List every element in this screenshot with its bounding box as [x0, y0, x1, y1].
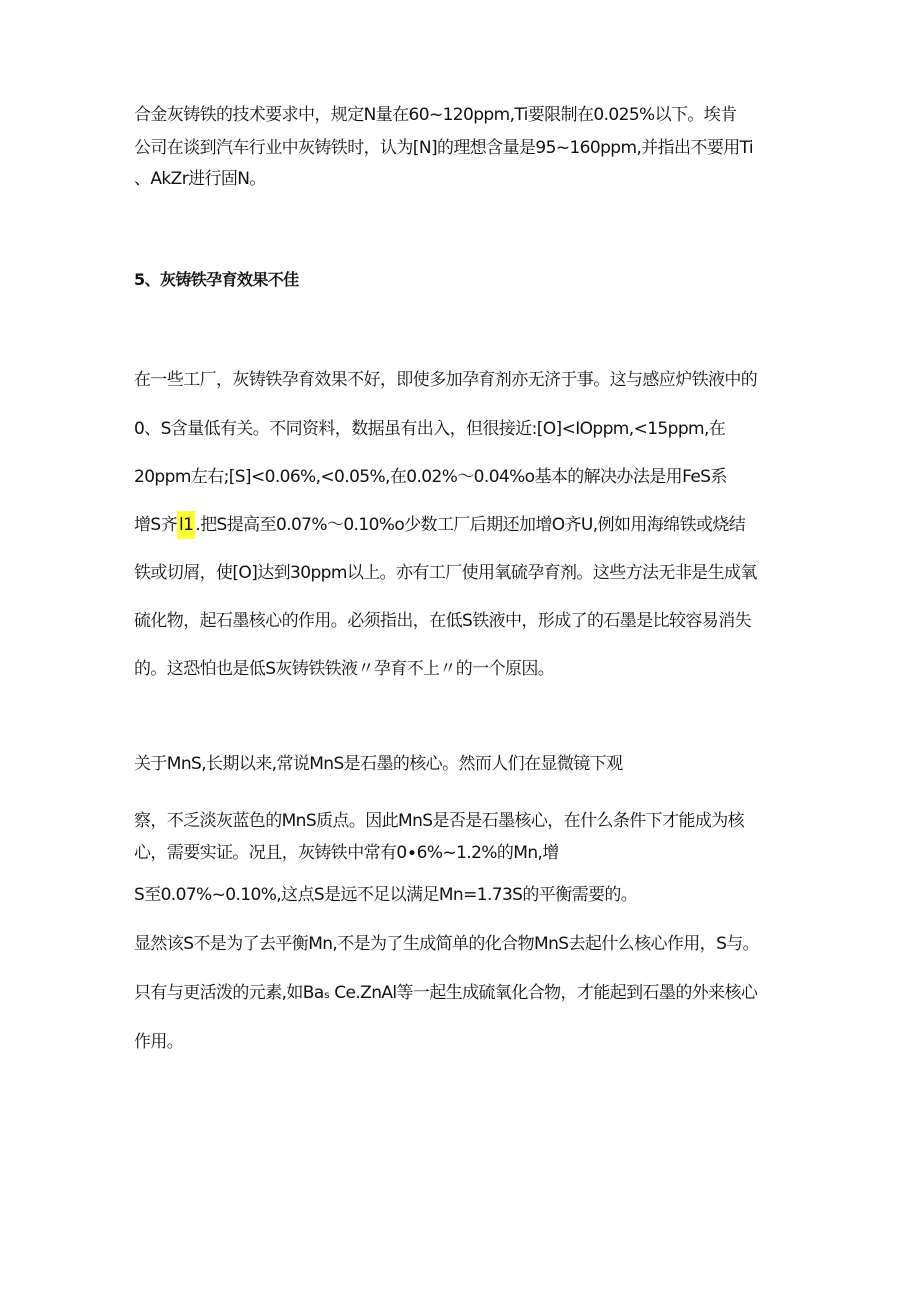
text-line: 在一些工厂，灰铸铁孕育效果不好，即使多加孕育剂亦无济于事。这与感应炉铁液中的	[134, 370, 758, 390]
text-line: S至0.07%~0.10%,这点S是远不足以满足Mn=1.73S的平衡需要的。	[134, 885, 638, 905]
text-line: 关于MnS,长期以来,常说MnS是石墨的核心。然而人们在显微镜下观	[134, 754, 623, 774]
section-heading: 5、灰铸铁孕育效果不佳	[134, 270, 299, 289]
text-line: 铁或切屑，使[O]达到30ppm以上。亦有工厂使用氧硫孕育剂。这些方法无非是生成氧	[134, 563, 757, 583]
highlighted-text: l1	[177, 511, 195, 539]
text-line: 合金灰铸铁的技术要求中，规定N量在60~120ppm,Ti要限制在0.025%以下。埃肯	[134, 105, 737, 125]
text-line: 硫化物，起石墨核心的作用。必须指出，在低S铁液中，形成了的石墨是比较容易消失	[134, 611, 751, 631]
text-line: 公司在谈到汽车行业中灰铸铁时，认为[N]的理想含量是95~160ppm,并指出不要用Ti	[134, 138, 754, 158]
text-line: 只有与更活泼的元素,如Baₛ Ce.ZnAl等一起生成硫氧化合物，才能起到石墨的外来核心	[134, 983, 758, 1003]
text-line: 20ppm左右;[S]<0.06%,<0.05%,在0.02%～0.04%o基本的解决办法是用FeS系	[134, 467, 727, 487]
text-line: 显然该S不是为了去平衡Mn,不是为了生成简单的化合物MnS去起什么核心作用，S与。	[134, 934, 760, 954]
text-line: 0、S含量低有关。不同资料，数据虽有出入，但很接近:[O]<IOppm,<15ppm,在	[134, 419, 726, 439]
text-line: 、AkZr进行固N。	[134, 169, 266, 189]
text-line: 察，不乏淡灰蓝色的MnS质点。因此MnS是否是石墨核心，在什么条件下才能成为核	[134, 811, 745, 831]
text-segment: .把S提高至0.07%～0.10%o少数工厂后期还加增O齐U,例如用海绵铁或烧结	[195, 515, 746, 535]
text-line	[134, 514, 745, 536]
text-line: 的。这恐怕也是低S灰铸铁铁液〃孕育不上〃的一个原因。	[134, 659, 555, 679]
text-line: 作用。	[134, 1032, 184, 1052]
text-line: 心，需要实证。况且，灰铸铁中常有0∙6%~1.2%的Mn,增	[134, 843, 559, 863]
text-segment: 增S齐	[134, 515, 177, 535]
